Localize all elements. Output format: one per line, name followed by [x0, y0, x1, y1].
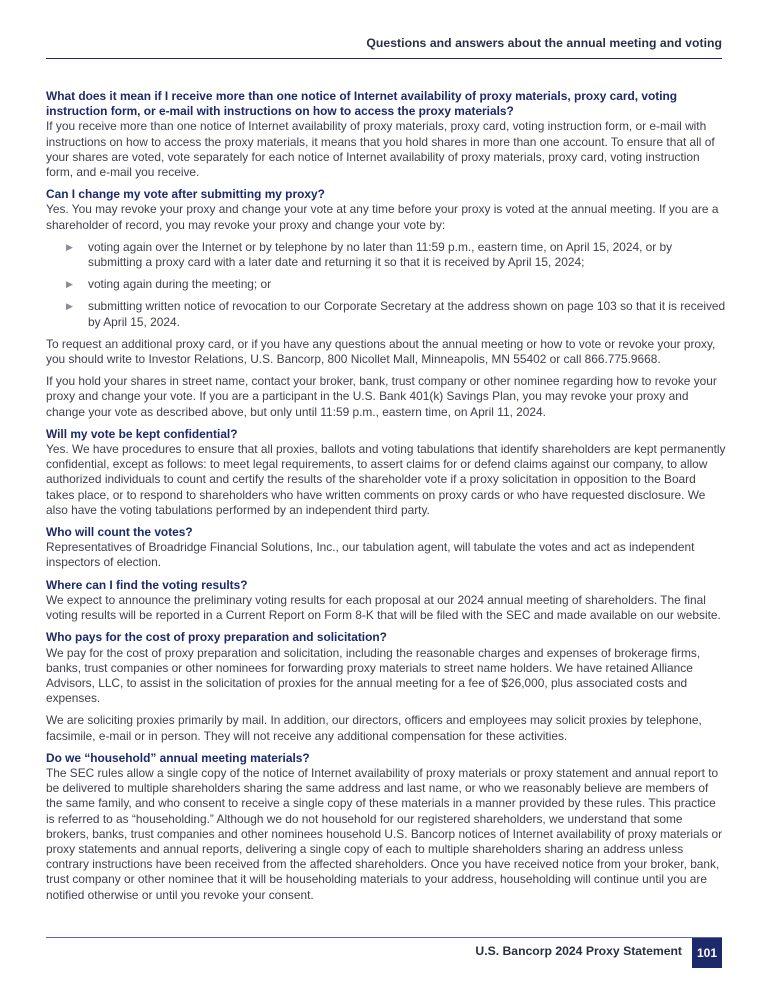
qa-section-solicitation-cost: [46, 630, 726, 743]
qa-section-count-votes: [46, 525, 726, 571]
answer-paragraph: The SEC rules allow a single copy of the notice of Internet availability of proxy materials or proxy statement and annual report to be delivered to multiple shareholders sharing the same address and last name, or who we reasonably believe are members of the same family, and who consent to receive a single copy of these materials in a manner provided by these rules. This practice is referred to as “householding.” Although we do not household for our registered shareholders, we understand that some brokers, banks, trust companies and other nominees household U.S. Bancorp notices of Internet availability of proxy materials or proxy statements and annual reports, delivering a single copy of each to multiple shareholders sharing an address unless contrary instructions have been received from the affected shareholders. Once you have received notice from your broker, bank, trust company or other nominee that it will be householding materials to your address, householding will continue until you are notified otherwise or until you revoke your consent.: [46, 765, 723, 902]
answer-paragraph: If you hold your shares in street name, contact your broker, bank, trust company or other nominee regarding how to revoke your proxy and change your vote. If you are a participant in the U.S. Bank 401(k) Savings Plan, you may revoke your proxy and change your vote as described above, but only until 11:59 p.m., eastern time, on April 11, 2024.: [46, 374, 717, 419]
question-heading: What does it mean if I receive more than one notice of Internet availability of proxy materials, proxy card, voting instruction form, or e-mail with instructions on how to access the proxy materials?: [46, 89, 678, 119]
list-item: [66, 299, 726, 329]
question-heading: Who pays for the cost of proxy preparation and solicitation?: [46, 630, 387, 645]
list-item: [66, 277, 726, 292]
answer-paragraph: Yes. We have procedures to ensure that all proxies, ballots and voting tabulations that identify shareholders are kept permanently confidential, except as follows: to meet legal requirements, to assert claims for or defend claims against our company, to allow authorized individuals to count and certify the results of the shareholder vote if a proxy solicitation in opposition to the Board takes place, or to respond to shareholders who have written comments on proxy cards or who have requested disclosure. We also have the voting tabulations performed by an independent third party.: [46, 442, 726, 517]
page-header: [46, 34, 722, 59]
right-triangle-icon: ▶: [66, 241, 73, 252]
answer-paragraph: If you receive more than one notice of Internet availability of proxy materials, proxy card, voting instruction form, or e-mail with instructions on how to access the proxy materials, it means that you hold shares in more than one account. To ensure that all of your shares are voted, vote separately for each notice of Internet availability of proxy materials, proxy card, voting instruction form, and e-mail you receive.: [46, 119, 715, 180]
page-footer: [46, 937, 722, 968]
right-triangle-icon: ▶: [66, 279, 73, 290]
question-heading: Can I change my vote after submitting my proxy?: [46, 187, 325, 202]
list-item-text: voting again during the meeting; or: [88, 277, 272, 292]
question-heading: Where can I find the voting results?: [46, 577, 248, 592]
qa-section-confidential: [46, 427, 726, 518]
list-item: [66, 240, 726, 270]
document-title: U.S. Bancorp 2024 Proxy Statement: [475, 944, 682, 958]
revocation-methods-list: [46, 240, 726, 330]
page-content: [46, 89, 726, 910]
qa-section-householding: [46, 751, 726, 903]
qa-section-multiple-notices: [46, 89, 726, 180]
qa-section-change-vote: [46, 187, 726, 420]
answer-paragraph: We expect to announce the preliminary voting results for each proposal at our 2024 annual meeting of shareholders. The final voting results will be reported in a Current Report on Form 8-K that will be filed with the SEC and made available on our website.: [46, 592, 721, 623]
answer-paragraph: Representatives of Broadridge Financial Solutions, Inc., our tabulation agent, will tabulate the votes and act as independent inspectors of election.: [46, 540, 695, 570]
answer-paragraph: Yes. You may revoke your proxy and change your vote at any time before your proxy is voted at the annual meeting. If you are a shareholder of record, you may revoke your proxy and change your vote by:: [46, 202, 719, 232]
right-triangle-icon: ▶: [66, 301, 73, 312]
list-item-text: voting again over the Internet or by telephone by no later than 11:59 p.m., eastern time, on April 15, 2024, or by submitting a proxy card with a later date and returning it so that it is received by April 15, 2024;: [88, 239, 673, 270]
page-number-badge: 101: [692, 938, 722, 968]
question-heading: Do we “household” annual meeting materials?: [46, 750, 310, 765]
answer-paragraph: To request an additional proxy card, or if you have any questions about the annual meeting or how to vote or revoke your proxy, you should write to Investor Relations, U.S. Bancorp, 800 Nicollet Mall, Minneapolis, MN 55402 or call 866.775.9668.: [46, 336, 716, 367]
qa-section-voting-results: [46, 578, 726, 624]
section-title: Questions and answers about the annual meeting and voting: [366, 36, 722, 50]
answer-paragraph: We are soliciting proxies primarily by mail. In addition, our directors, officers and employees may solicit proxies by telephone, facsimile, e-mail or in person. They will not receive any additional compensation for these activities.: [46, 713, 702, 743]
question-heading: Will my vote be kept confidential?: [46, 426, 238, 441]
list-item-text: submitting written notice of revocation to our Corporate Secretary at the address shown on page 103 so that it is received by April 15, 2024.: [88, 299, 726, 329]
answer-paragraph: We pay for the cost of proxy preparation and solicitation, including the reasonable charges and expenses of brokerage firms, banks, trust companies or other nominees for forwarding proxy materials to street name holders. We have retained Alliance Advisors, LLC, to assist in the solicitation of proxies for the annual meeting for a fee of $26,000, plus associated costs and expenses.: [46, 645, 701, 706]
question-heading: Who will count the votes?: [46, 525, 193, 540]
